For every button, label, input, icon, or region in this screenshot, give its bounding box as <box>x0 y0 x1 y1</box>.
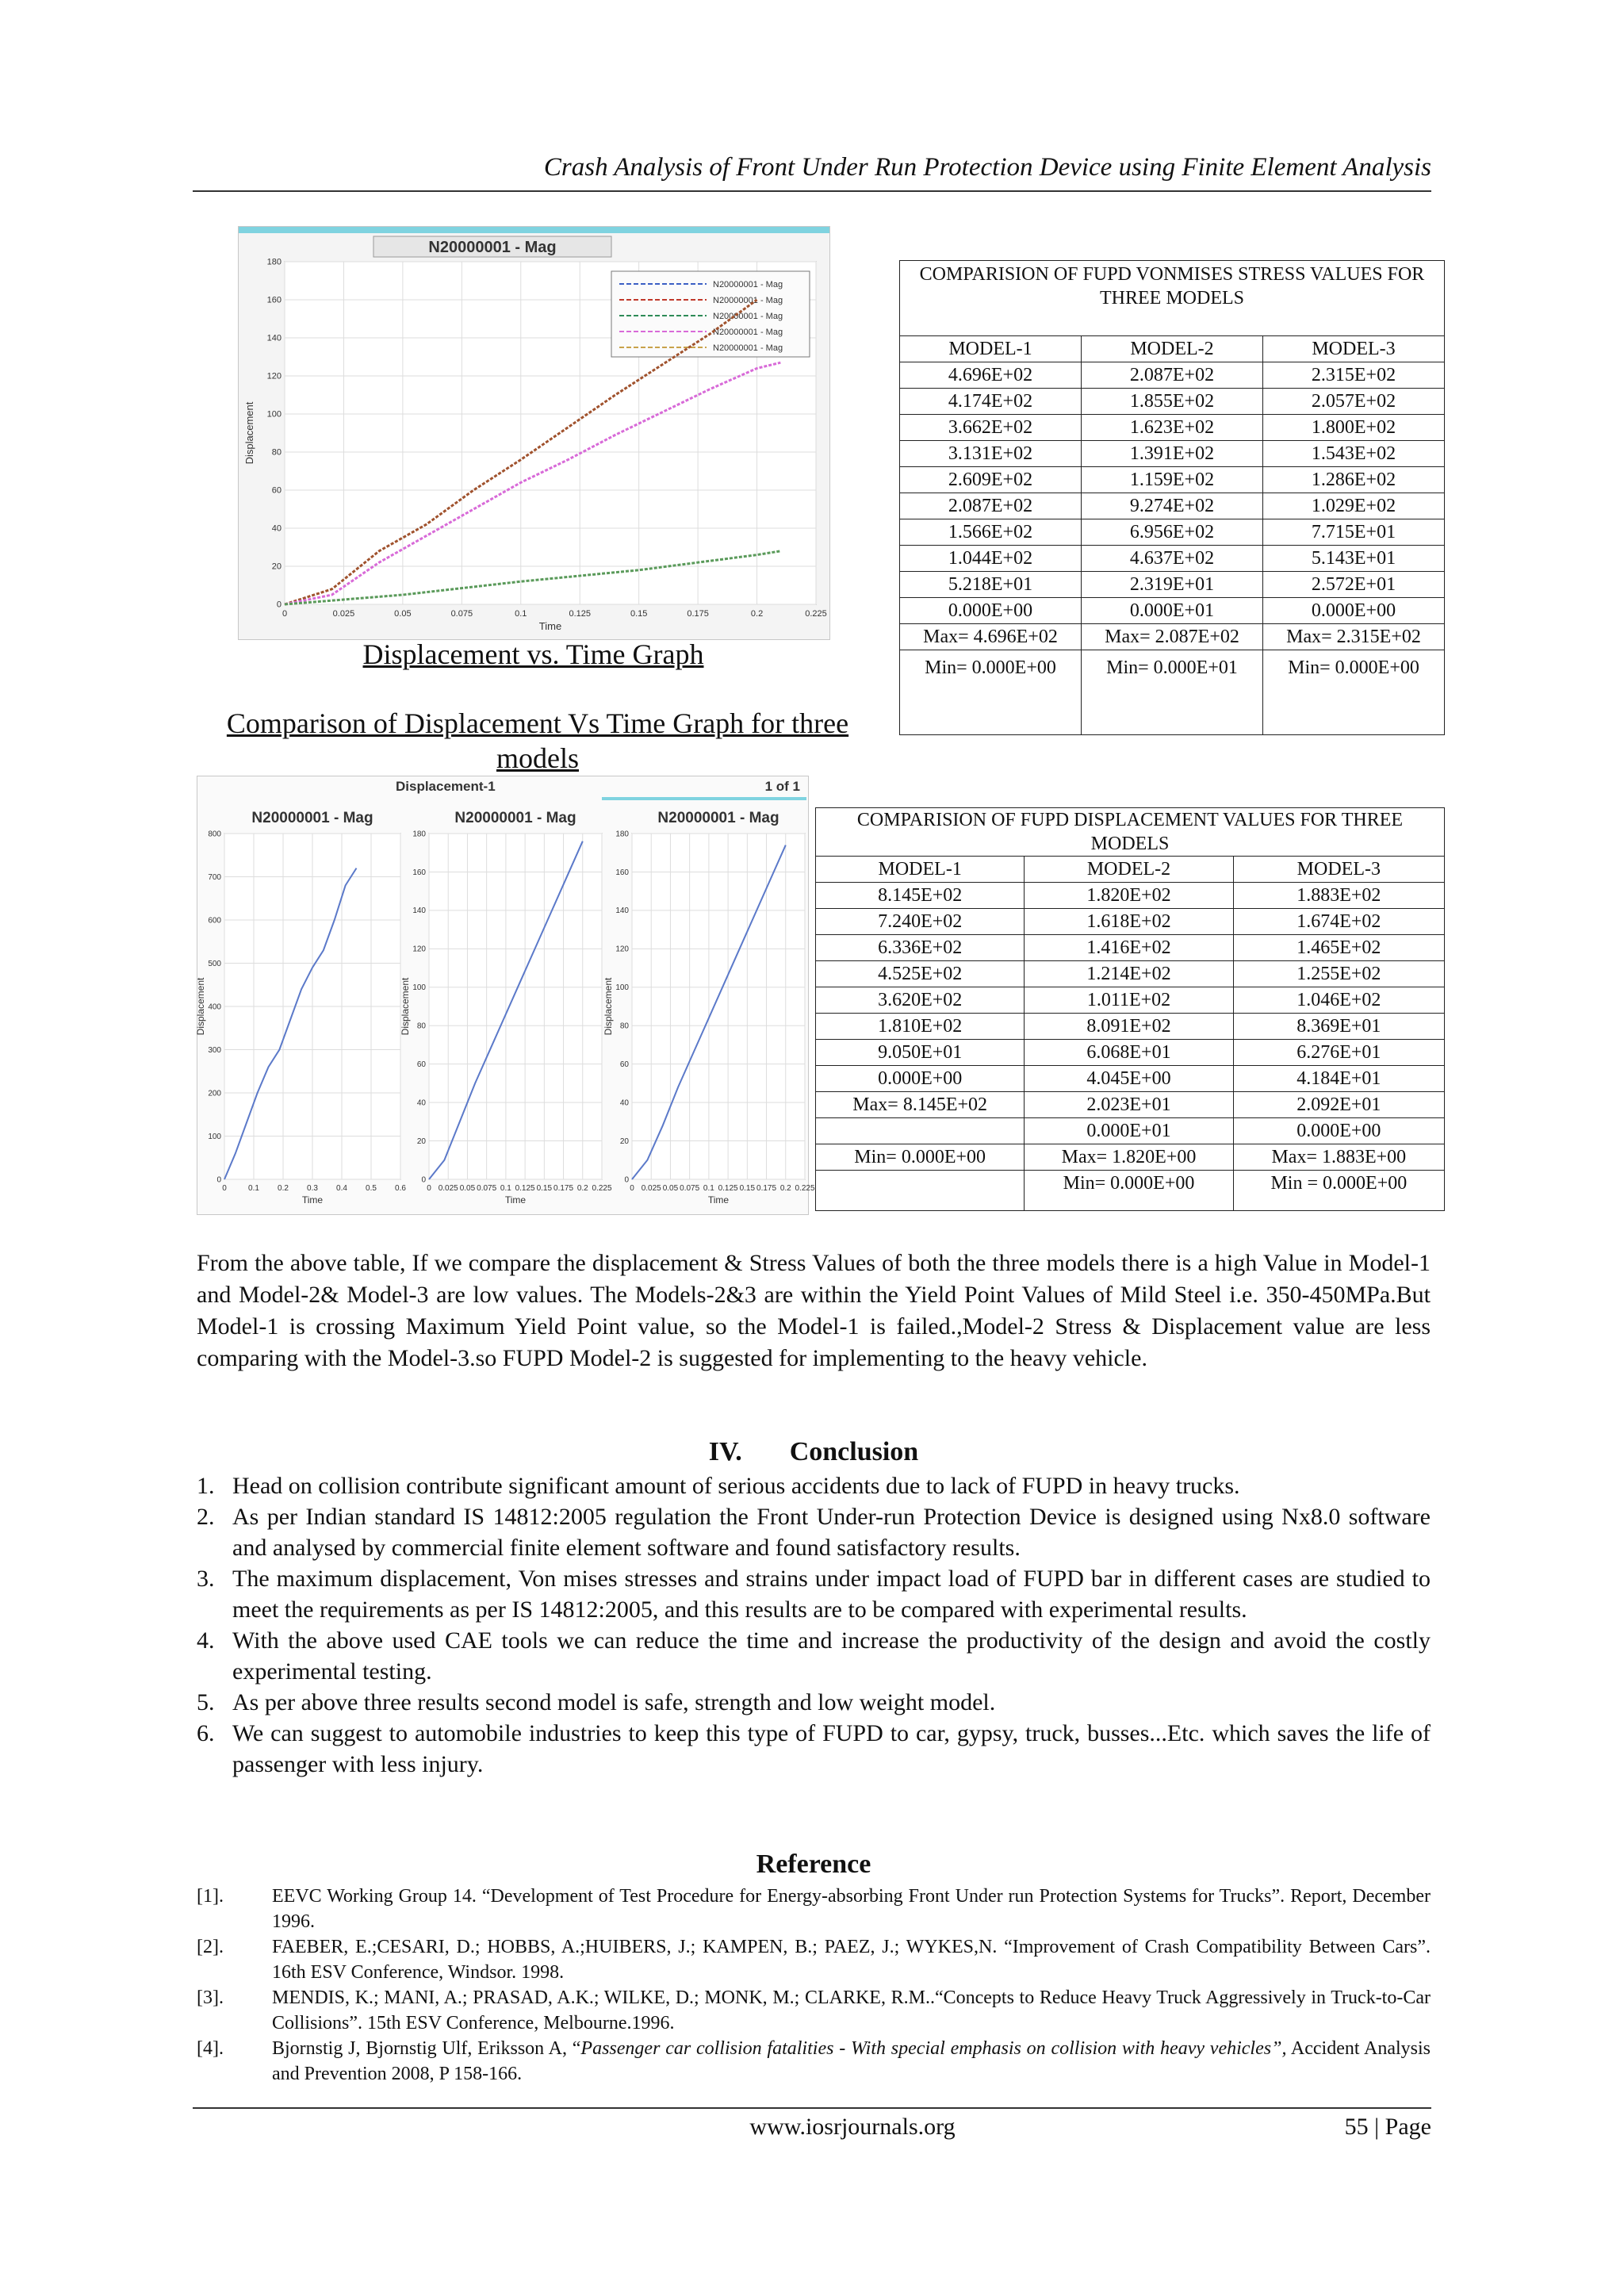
list-item-number: 6. <box>197 1720 215 1746</box>
table-cell <box>816 1171 1025 1211</box>
panel-header-left: Displacement-1 <box>396 779 496 794</box>
x-tick-label: 0 <box>427 1184 431 1193</box>
table-cell: 0.000E+00 <box>1263 598 1445 624</box>
reference-text: Accident Analysis and Prevention 2008, P 158-166. <box>272 2038 1431 2084</box>
table-cell: 0.000E+00 <box>1233 1118 1444 1144</box>
table-row <box>900 519 1445 546</box>
list-item-text: Head on collision contribute significant amount of serious accidents due to lack of FUPD in heavy trucks. <box>232 1473 1240 1499</box>
y-tick-label: 400 <box>208 1002 221 1012</box>
table-title-row <box>900 261 1445 336</box>
y-axis-label: Displacement <box>243 401 255 465</box>
table-row <box>816 1118 1445 1144</box>
top-chart-caption: Displacement vs. Time Graph <box>362 638 704 670</box>
legend-entry: N20000001 - Mag <box>713 328 783 337</box>
list-item <box>197 1625 1431 1687</box>
y-tick-label: 20 <box>271 562 282 572</box>
table-row <box>900 572 1445 598</box>
x-tick-label: 0.1 <box>703 1184 714 1193</box>
x-tick-label: 0.6 <box>395 1184 406 1193</box>
list-item <box>197 1718 1431 1780</box>
y-tick-label: 200 <box>208 1089 221 1098</box>
y-axis-label: Displacement <box>603 977 614 1036</box>
table-cell: 1.011E+02 <box>1025 987 1233 1014</box>
table-row <box>900 598 1445 624</box>
y-tick-label: 40 <box>271 523 282 534</box>
conclusion-heading <box>197 1437 1431 1467</box>
table-cell: 4.174E+02 <box>900 389 1082 415</box>
table-row <box>816 935 1445 961</box>
header-rule <box>193 190 1431 192</box>
y-tick-label: 0 <box>216 1175 221 1185</box>
section-number: IV. <box>708 1437 742 1466</box>
x-tick-label: 0.225 <box>795 1184 815 1193</box>
reference-number: [2]. <box>197 1937 224 1957</box>
x-tick-label: 0.3 <box>307 1184 318 1193</box>
list-item-text: As per above three results second model is safe, strength and low weight model. <box>232 1689 996 1715</box>
reference-number: [4]. <box>197 2038 224 2059</box>
column-header: MODEL-3 <box>1263 336 1445 362</box>
y-tick-label: 20 <box>416 1137 426 1146</box>
x-tick-label: 0.2 <box>576 1184 588 1193</box>
panel-chart-svg <box>195 776 815 1214</box>
reference-list <box>197 1884 1431 2087</box>
x-tick-label: 0 <box>630 1184 634 1193</box>
reference-text: MENDIS, K.; MANI, A.; PRASAD, A.K.; WILKE, D.; MONK, M.; CLARKE, R.M..“Concepts to Reduce Heavy Truck Aggressively in Truck-to-Car Collisions”. 15th ESV Conference, Melbourne.1996. <box>272 1987 1431 2033</box>
x-tick-label: 0.1 <box>500 1184 511 1193</box>
y-tick-label: 20 <box>619 1137 629 1146</box>
table-cell: 4.637E+02 <box>1082 546 1263 572</box>
column-header: MODEL-3 <box>1233 857 1444 883</box>
panel-chart-title: N20000001 - Mag <box>454 810 576 826</box>
table-cell: 1.465E+02 <box>1233 935 1444 961</box>
list-item-text: As per Indian standard IS 14812:2005 regulation the Front Under-run Protection Device is designed using Nx8.0 software and analysed by commercial finite element software and found satisfactory results. <box>232 1504 1431 1561</box>
x-axis-label: Time <box>504 1194 527 1205</box>
y-tick-label: 0 <box>421 1175 426 1185</box>
list-item-number: 5. <box>197 1689 215 1715</box>
y-tick-label: 40 <box>619 1098 629 1108</box>
legend-entry: N20000001 - Mag <box>713 312 783 321</box>
min-row <box>900 650 1445 735</box>
table-cell: 1.543E+02 <box>1263 441 1445 467</box>
top-displacement-chart <box>238 226 830 640</box>
list-item-text: We can suggest to automobile industries to keep this type of FUPD to car, gypsy, truck, busses...Etc. which saves the life of passenger with less injury. <box>232 1720 1431 1777</box>
column-header: MODEL-1 <box>816 857 1025 883</box>
x-tick-label: 0.1 <box>248 1184 259 1193</box>
chart-title: N20000001 - Mag <box>428 239 557 256</box>
y-tick-label: 180 <box>412 830 426 839</box>
max-cell: Max= 4.696E+02 <box>900 624 1082 650</box>
table-cell: 6.956E+02 <box>1082 519 1263 546</box>
x-tick-label: 0.125 <box>515 1184 535 1193</box>
x-axis-label: Time <box>707 1194 730 1205</box>
table-cell: 1.855E+02 <box>1082 389 1263 415</box>
conclusion-list <box>197 1470 1431 1780</box>
chart-top-band <box>239 227 829 233</box>
y-tick-label: 60 <box>619 1060 629 1069</box>
y-tick-label: 140 <box>266 333 282 343</box>
table-cell: Min= 0.000E+00 <box>1025 1171 1233 1211</box>
y-tick-label: 800 <box>208 830 221 839</box>
x-tick-label: 0.2 <box>278 1184 289 1193</box>
table-cell: 5.143E+01 <box>1263 546 1445 572</box>
table-cell: 5.218E+01 <box>900 572 1082 598</box>
table-title: COMPARISION OF FUPD DISPLACEMENT VALUES FOR THREE MODELS <box>816 808 1445 857</box>
max-cell: Max= 2.087E+02 <box>1082 624 1263 650</box>
y-tick-label: 80 <box>416 1022 426 1031</box>
reference-item <box>197 1884 1431 1934</box>
y-tick-label: 0 <box>624 1175 629 1185</box>
y-tick-label: 160 <box>266 295 282 305</box>
reference-number: [3]. <box>197 1987 224 2008</box>
table-cell: Max= 8.145E+02 <box>816 1092 1025 1118</box>
table-cell: 0.000E+01 <box>1082 598 1263 624</box>
table-cell: 0.000E+00 <box>900 598 1082 624</box>
table-cell: 9.050E+01 <box>816 1040 1025 1066</box>
table-cell: 9.274E+02 <box>1082 493 1263 519</box>
x-tick-label: 0.125 <box>718 1184 738 1193</box>
y-tick-label: 160 <box>412 868 426 877</box>
table-cell: 0.000E+01 <box>1025 1118 1233 1144</box>
table-row <box>816 1066 1445 1092</box>
table-cell: 1.800E+02 <box>1263 415 1445 441</box>
x-tick-label: 0.025 <box>641 1184 661 1193</box>
y-tick-label: 500 <box>208 959 221 968</box>
table-cell: Min = 0.000E+00 <box>1233 1171 1444 1211</box>
table-row <box>816 1040 1445 1066</box>
y-tick-label: 140 <box>615 907 629 916</box>
min-cell: Min= 0.000E+00 <box>900 650 1082 735</box>
y-axis-label: Displacement <box>400 977 411 1036</box>
table-cell: 1.159E+02 <box>1082 467 1263 493</box>
table-cell: 3.131E+02 <box>900 441 1082 467</box>
x-tick-label: 0.15 <box>739 1184 756 1193</box>
x-tick-label: 0.225 <box>805 609 827 619</box>
legend-entry: N20000001 - Mag <box>713 343 783 353</box>
table-row <box>816 1014 1445 1040</box>
y-tick-label: 100 <box>266 409 282 420</box>
min-cell: Min= 0.000E+01 <box>1082 650 1263 735</box>
list-item <box>197 1563 1431 1625</box>
y-tick-label: 40 <box>416 1098 426 1108</box>
x-tick-label: 0.1 <box>515 609 527 619</box>
y-tick-label: 120 <box>615 945 629 954</box>
table-cell: 8.145E+02 <box>816 883 1025 909</box>
x-tick-label: 0.05 <box>459 1184 476 1193</box>
panel-header-right: 1 of 1 <box>764 779 800 794</box>
table-cell: 1.286E+02 <box>1263 467 1445 493</box>
table-cell: 2.087E+02 <box>1082 362 1263 389</box>
table-title-row <box>816 808 1445 857</box>
table-cell: 1.255E+02 <box>1233 961 1444 987</box>
x-tick-label: 0.225 <box>592 1184 612 1193</box>
min-cell: Min= 0.000E+00 <box>1263 650 1445 735</box>
panel-chart-title: N20000001 - Mag <box>251 810 373 826</box>
table-cell: 1.416E+02 <box>1025 935 1233 961</box>
list-item-number: 3. <box>197 1566 215 1592</box>
table-cell: 2.087E+02 <box>900 493 1082 519</box>
table-title: COMPARISION OF FUPD VONMISES STRESS VALUES FOR THREE MODELS <box>900 261 1445 336</box>
table-cell: 3.620E+02 <box>816 987 1025 1014</box>
reference-text: EEVC Working Group 14. “Development of Test Procedure for Energy-absorbing Front Under run Protection Systems for Trucks”. Report, December 1996. <box>272 1886 1431 1932</box>
running-header: Crash Analysis of Front Under Run Protection Device using Finite Element Analysis <box>543 153 1431 182</box>
y-tick-label: 80 <box>619 1022 629 1031</box>
reference-item <box>197 1934 1431 1985</box>
y-tick-label: 140 <box>412 907 426 916</box>
x-tick-label: 0.175 <box>553 1184 574 1193</box>
list-item-text: The maximum displacement, Von mises stresses and strains under impact load of FUPD bar in different cases are studied to meet the requirements as per IS 14812:2005, and this results are to be compared with experimental results. <box>232 1566 1431 1623</box>
table-cell: Max= 1.820E+00 <box>1025 1144 1233 1171</box>
table-cell: 1.566E+02 <box>900 519 1082 546</box>
y-tick-label: 180 <box>266 257 282 267</box>
table-cell: 4.696E+02 <box>900 362 1082 389</box>
footer-rule <box>193 2107 1431 2109</box>
x-tick-label: 0.5 <box>366 1184 377 1193</box>
reference-italic-title: Passenger car collision fatalities - With special emphasis on collision with heavy vehicles”, <box>580 2038 1287 2059</box>
x-tick-label: 0.05 <box>394 609 412 619</box>
table-row <box>816 1171 1445 1211</box>
list-item <box>197 1501 1431 1563</box>
x-tick-label: 0.025 <box>332 609 355 619</box>
legend-entry: N20000001 - Mag <box>713 296 783 305</box>
table-row <box>900 493 1445 519</box>
plot-area <box>632 834 805 1179</box>
table-cell: 1.029E+02 <box>1263 493 1445 519</box>
y-tick-label: 60 <box>271 485 282 496</box>
table-row <box>816 987 1445 1014</box>
table-cell: 4.525E+02 <box>816 961 1025 987</box>
table-cell: 1.044E+02 <box>900 546 1082 572</box>
table-cell: Max= 1.883E+00 <box>1233 1144 1444 1171</box>
table-cell: 1.391E+02 <box>1082 441 1263 467</box>
section-title: Conclusion <box>789 1437 919 1466</box>
y-tick-label: 160 <box>615 868 629 877</box>
max-cell: Max= 2.315E+02 <box>1263 624 1445 650</box>
y-tick-label: 300 <box>208 1045 221 1055</box>
table-cell: 1.820E+02 <box>1025 883 1233 909</box>
table-cell: 2.023E+01 <box>1025 1092 1233 1118</box>
table-cell: 0.000E+00 <box>816 1066 1025 1092</box>
x-tick-label: 0.2 <box>750 609 764 619</box>
table-row <box>900 441 1445 467</box>
y-tick-label: 80 <box>271 447 282 458</box>
list-item-number: 2. <box>197 1504 215 1530</box>
table-cell: 6.276E+01 <box>1233 1040 1444 1066</box>
y-tick-label: 100 <box>208 1132 221 1141</box>
column-header: MODEL-2 <box>1025 857 1233 883</box>
x-tick-label: 0.075 <box>450 609 473 619</box>
y-axis-label: Displacement <box>195 977 206 1036</box>
reference-number: [1]. <box>197 1886 224 1907</box>
table-cell: 4.184E+01 <box>1233 1066 1444 1092</box>
table-cell: 7.240E+02 <box>816 909 1025 935</box>
list-item-number: 1. <box>197 1473 215 1499</box>
table-cell: 1.674E+02 <box>1233 909 1444 935</box>
y-tick-label: 180 <box>615 830 629 839</box>
x-tick-label: 0.2 <box>779 1184 791 1193</box>
max-row <box>900 624 1445 650</box>
table-cell: 4.045E+00 <box>1025 1066 1233 1092</box>
y-tick-label: 600 <box>208 916 221 926</box>
table-row <box>900 467 1445 493</box>
table-cell: 2.057E+02 <box>1263 389 1445 415</box>
table-cell: 1.046E+02 <box>1233 987 1444 1014</box>
reference-item <box>197 2036 1431 2087</box>
table-row <box>900 389 1445 415</box>
displacement-table <box>815 807 1445 1211</box>
table-cell: 2.319E+01 <box>1082 572 1263 598</box>
table-row <box>816 883 1445 909</box>
column-header: MODEL-1 <box>900 336 1082 362</box>
table-cell: 1.810E+02 <box>816 1014 1025 1040</box>
discussion-paragraph: From the above table, If we compare the displacement & Stress Values of both the three models there is a high Value in Model-1 and Model-2& Model-3 are low values. The Models-2&3 are within the Yield Point Values of Mild Steel i.e. 350-450MPa.But Model-1 is crossing Maximum Yield Point value, so the Model-1 is failed.,Model-2 Stress & Displacement value are less comparing with the Model-3.so FUPD Model-2 is suggested for implementing to the heavy vehicle. <box>197 1250 1431 1371</box>
table-row <box>900 546 1445 572</box>
stress-table <box>899 260 1445 735</box>
panel-chart-title: N20000001 - Mag <box>657 810 779 826</box>
y-tick-label: 60 <box>416 1060 426 1069</box>
table-cell: 6.068E+01 <box>1025 1040 1233 1066</box>
table-row <box>816 1144 1445 1171</box>
active-panel-band <box>602 797 806 800</box>
three-model-chart-panel <box>195 776 815 1215</box>
table-cell: 1.883E+02 <box>1233 883 1444 909</box>
y-tick-label: 0 <box>276 600 282 610</box>
table-row <box>816 961 1445 987</box>
y-tick-label: 100 <box>615 983 629 993</box>
reference-text: FAEBER, E.;CESARI, D.; HOBBS, A.;HUIBERS, J.; KAMPEN, B.; PAEZ, J.; WYKES,N. “Improvement of Crash Compatibility Between Cars”. 16th ESV Conference, Windsor. 1998. <box>272 1937 1431 1983</box>
x-tick-label: 0.175 <box>756 1184 777 1193</box>
x-tick-label: 0.05 <box>662 1184 679 1193</box>
reference-heading: Reference <box>756 1849 871 1879</box>
legend-entry: N20000001 - Mag <box>713 280 783 289</box>
comparison-caption: Comparison of Displacement Vs Time Graph for three models <box>226 707 849 774</box>
x-tick-label: 0.025 <box>438 1184 458 1193</box>
x-axis-label: Time <box>538 620 562 632</box>
table-row <box>900 362 1445 389</box>
table-cell: 2.572E+01 <box>1263 572 1445 598</box>
x-tick-label: 0 <box>282 609 288 619</box>
list-item <box>197 1470 1431 1501</box>
footer-page-number: 55 | Page <box>1344 2114 1431 2140</box>
table-cell: 7.715E+01 <box>1263 519 1445 546</box>
column-header: MODEL-2 <box>1082 336 1263 362</box>
table-row <box>816 1092 1445 1118</box>
reference-item <box>197 1985 1431 2036</box>
table-cell: 8.091E+02 <box>1025 1014 1233 1040</box>
x-tick-label: 0.075 <box>680 1184 700 1193</box>
plot-area <box>429 834 602 1179</box>
table-cell: 8.369E+01 <box>1233 1014 1444 1040</box>
list-item <box>197 1687 1431 1718</box>
table-cell: 1.214E+02 <box>1025 961 1233 987</box>
x-tick-label: 0.125 <box>569 609 591 619</box>
table-cell: 6.336E+02 <box>816 935 1025 961</box>
table-cell <box>816 1118 1025 1144</box>
top-chart-svg <box>239 227 829 639</box>
table-row <box>816 909 1445 935</box>
table-cell: 2.609E+02 <box>900 467 1082 493</box>
reference-text: Bjornstig J, Bjornstig Ulf, Eriksson A, “ <box>272 2038 581 2059</box>
table-cell: 3.662E+02 <box>900 415 1082 441</box>
x-tick-label: 0.15 <box>630 609 648 619</box>
table-cell: Min= 0.000E+00 <box>816 1144 1025 1171</box>
x-tick-label: 0 <box>222 1184 227 1193</box>
x-tick-label: 0.075 <box>477 1184 497 1193</box>
list-item-text: With the above used CAE tools we can reduce the time and increase the productivity of the design and avoid the costly experimental testing. <box>232 1627 1431 1685</box>
y-tick-label: 700 <box>208 872 221 882</box>
footer-url: www.iosrjournals.org <box>749 2114 956 2140</box>
x-axis-label: Time <box>301 1194 324 1205</box>
table-header-row <box>900 336 1445 362</box>
y-tick-label: 100 <box>412 983 426 993</box>
x-tick-label: 0.15 <box>536 1184 553 1193</box>
y-tick-label: 120 <box>412 945 426 954</box>
table-header-row <box>816 857 1445 883</box>
list-item-number: 4. <box>197 1627 215 1654</box>
y-tick-label: 120 <box>266 371 282 381</box>
table-cell: 1.618E+02 <box>1025 909 1233 935</box>
x-tick-label: 0.4 <box>336 1184 347 1193</box>
table-cell: 2.092E+01 <box>1233 1092 1444 1118</box>
table-cell: 1.623E+02 <box>1082 415 1263 441</box>
x-tick-label: 0.175 <box>687 609 709 619</box>
table-cell: 2.315E+02 <box>1263 362 1445 389</box>
table-row <box>900 415 1445 441</box>
